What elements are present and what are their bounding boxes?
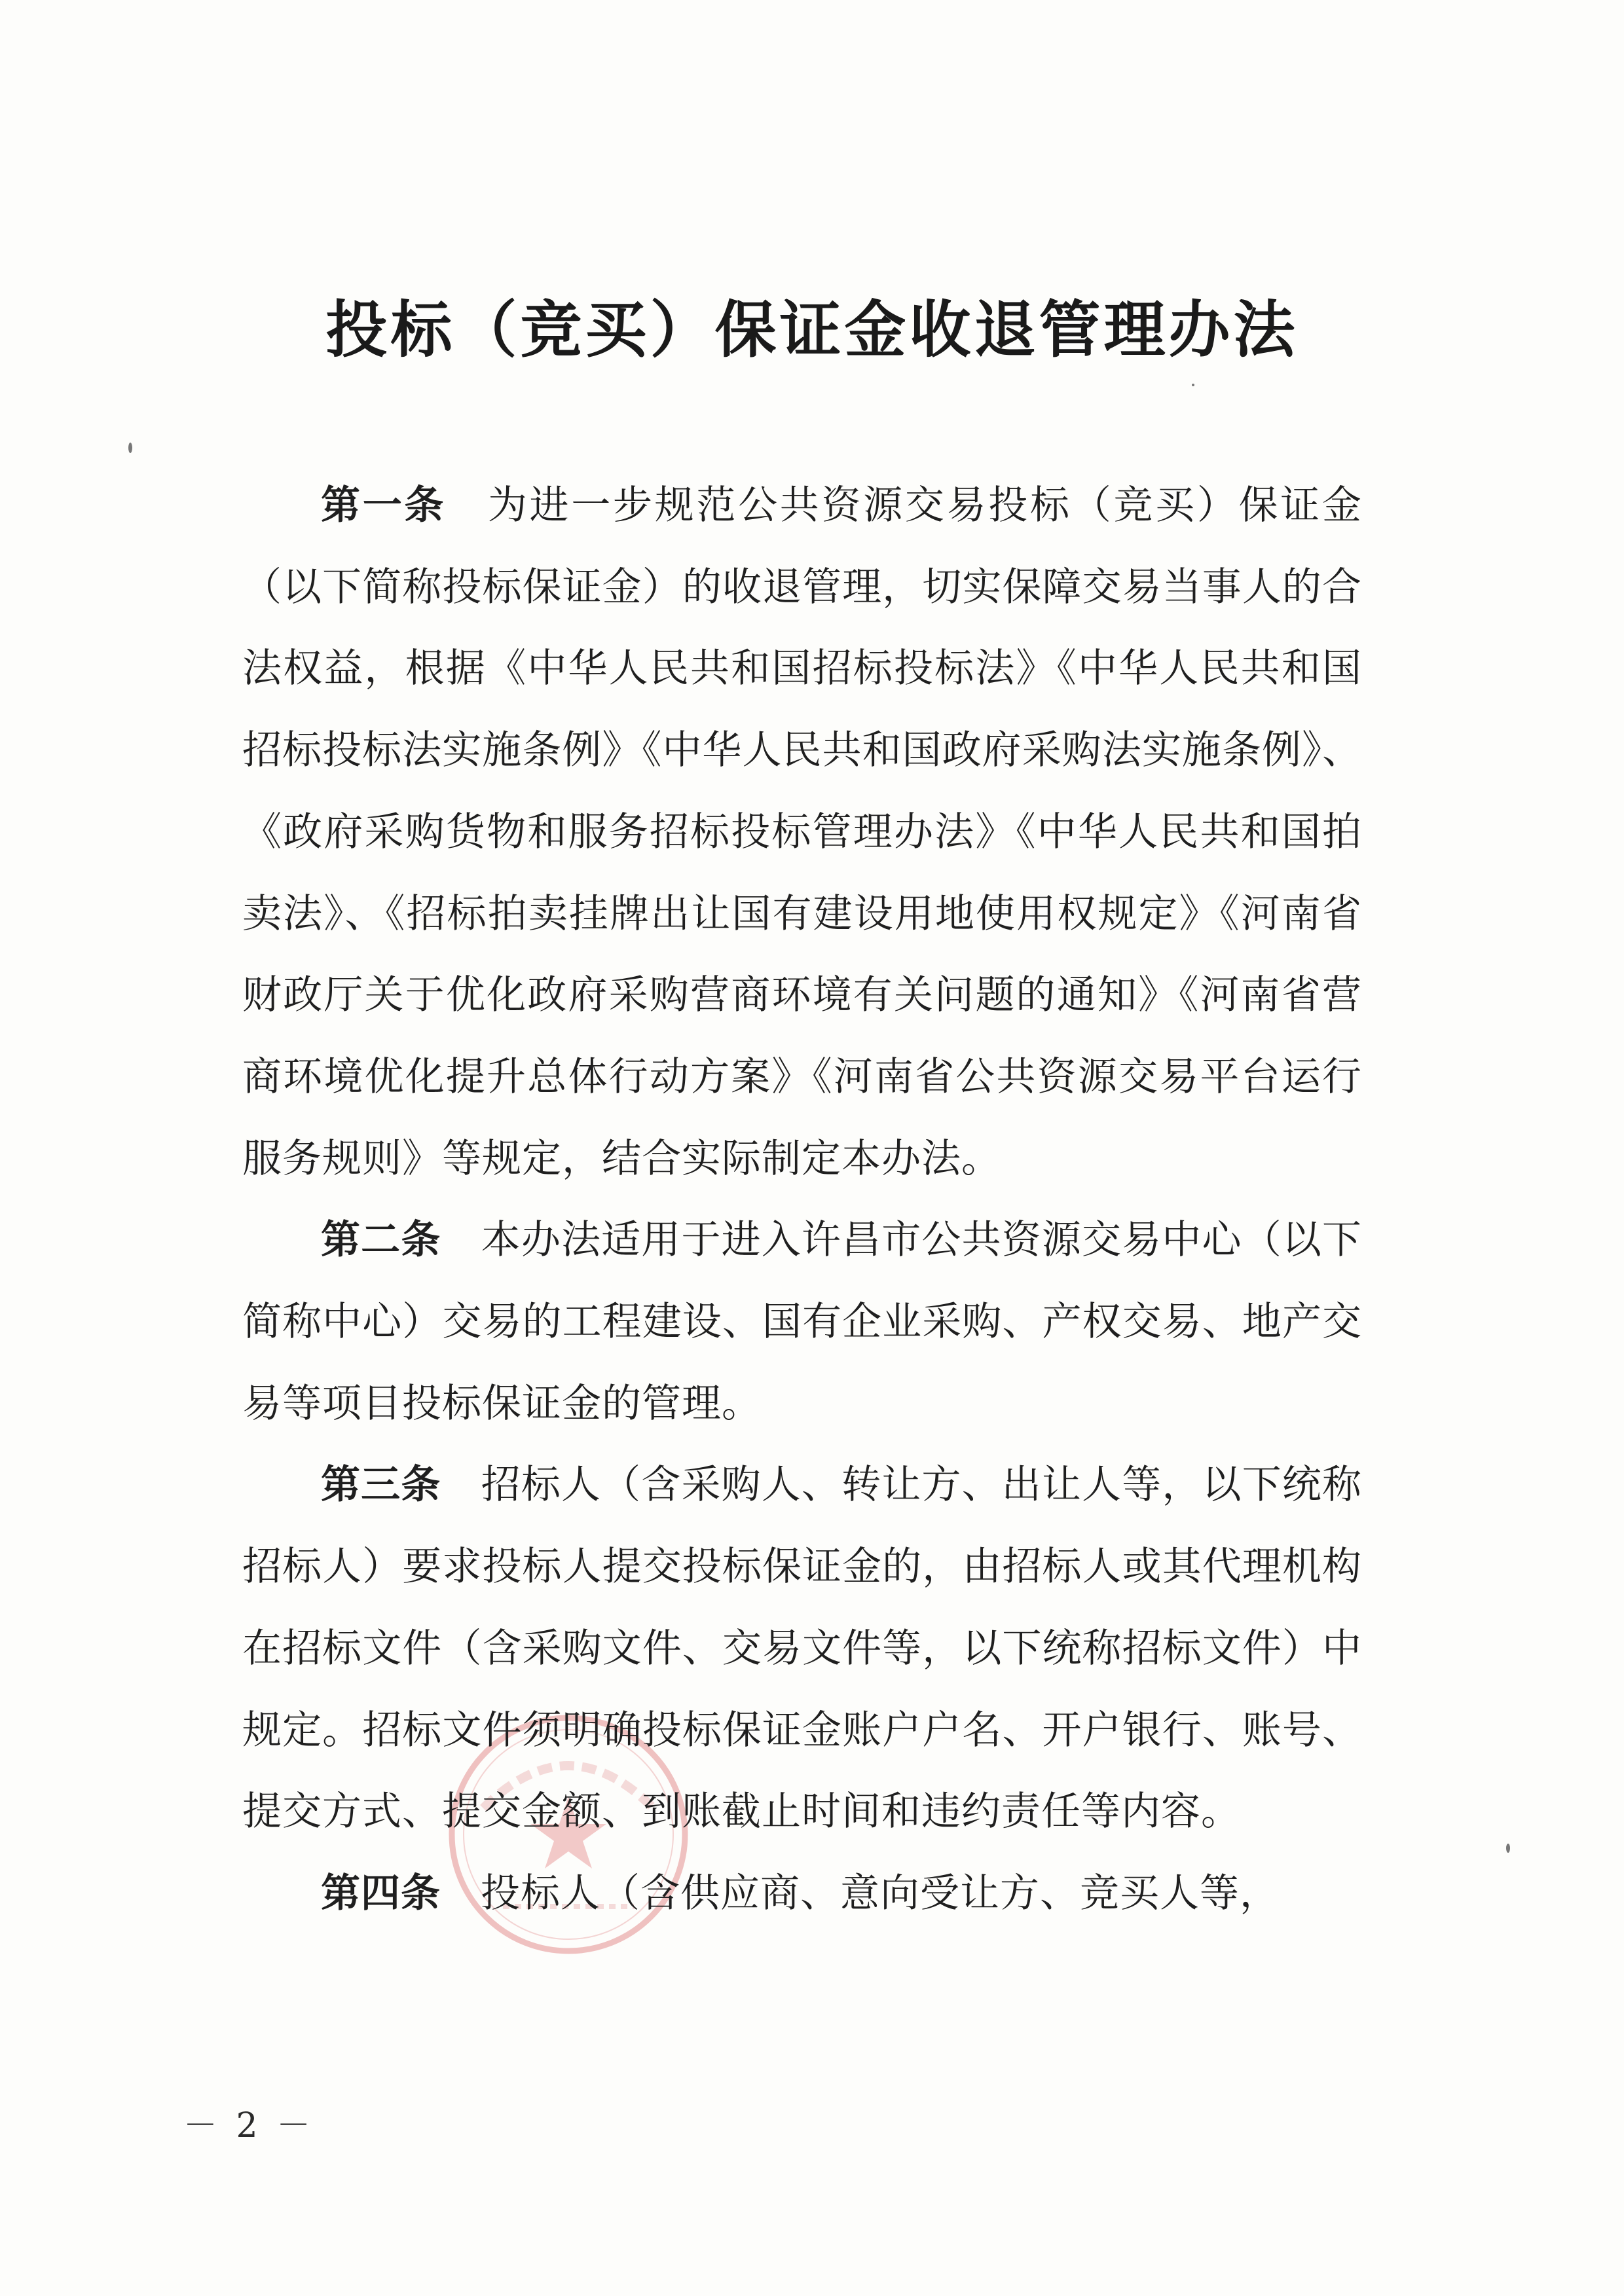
article-2-heading: 第二条 — [321, 1217, 441, 1264]
page-number: － 2 － — [183, 2106, 315, 2145]
article-1-heading: 第一条 — [321, 483, 447, 528]
scan-speck — [128, 443, 132, 453]
document-title: 投标（竞买）保证金收退管理办法 — [325, 294, 1299, 366]
article-2-text: 本办法适用于进入许昌市公共资源交易中心（以下简称中心）交易的工程建设、国有企业采购、产权交易、地产交易等项目投标保证金的管理。 — [242, 1217, 1363, 1427]
article-4-text: 投标人（含供应商、意向受让方、竞买人等， — [481, 1870, 1280, 1916]
article-1-text: 为进一步规范公共资源交易投标（竞买）保证金（以下简称投标保证金）的收退管理，切实保障交易当事人的合法权益，根据《中华人民共和国招标投标法》《中华人民共和国招标投标法实施条例》《中华人民共和国政府采购法实施条例》、《政府采购货物和服务招标投标管理办法》《中华人民共和国拍卖法》、《招标拍卖挂牌出让国有建设用地使用权规定》《河南省财政厅关于优化政府采购营商环境有关问题的通知》《河南省营商环境优化提升总体行动方案》《河南省公共资源交易平台运行服务规则》等规定，结合实际制定本办法。 — [242, 483, 1363, 1182]
article-1-paragraph — [242, 465, 1362, 1199]
article-3-heading: 第三条 — [321, 1462, 441, 1508]
article-4-heading: 第四条 — [321, 1870, 441, 1916]
scan-speck — [1192, 384, 1194, 386]
article-3-paragraph — [242, 1444, 1362, 1853]
document-body — [242, 465, 1362, 1935]
article-3-text: 招标人（含采购人、转让方、出让人等，以下统称招标人）要求投标人提交投标保证金的，由招标人或其代理机构在招标文件（含采购文件、交易文件等，以下统称招标文件）中规定。招标文件须明确投标保证金账户户名、开户银行、账号、提交方式、提交金额、到账截止时间和违约责任等内容。 — [242, 1462, 1363, 1835]
article-2-paragraph — [242, 1199, 1362, 1444]
scan-speck — [1506, 1844, 1510, 1853]
article-4-paragraph — [242, 1853, 1362, 1935]
